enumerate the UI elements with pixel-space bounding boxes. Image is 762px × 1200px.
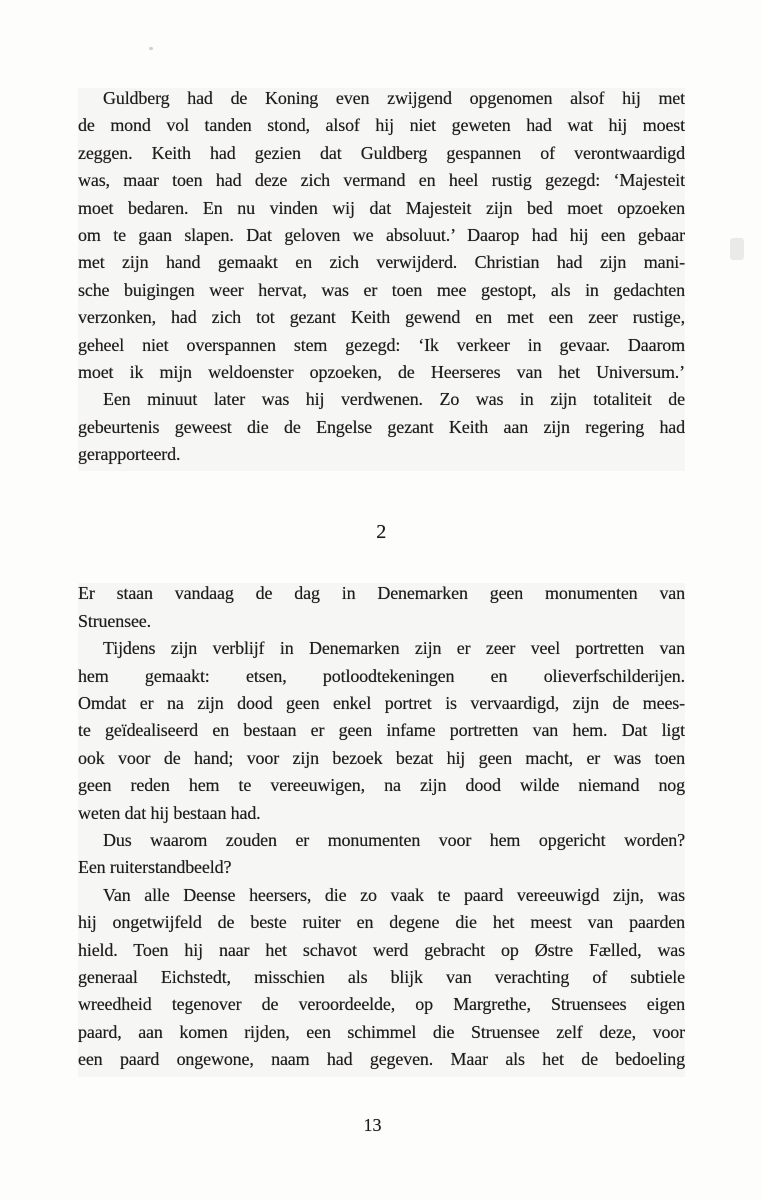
paragraph	[78, 583, 685, 638]
text-line: Guldberg had de Koning even zwijgend opgenomen alsof hij met	[78, 88, 685, 115]
text-line: gerapporteerd.	[78, 444, 685, 471]
paragraph	[78, 638, 685, 830]
text-line: hield. Toen hij naar het schavot werd gebracht op Østre Fælled, was	[78, 940, 685, 967]
text-line: hem gemaakt: etsen, potloodtekeningen en olieverfschilderijen.	[78, 666, 685, 693]
text-line: om te gaan slapen. Dat geloven we absoluut.’ Daarop had hij een gebaar	[78, 225, 685, 252]
text-line: gebeurtenis geweest die de Engelse gezant Keith aan zijn regering had	[78, 417, 685, 444]
paragraph	[78, 830, 685, 885]
text-line: de mond vol tanden stond, alsof hij niet geweten had wat hij moest	[78, 115, 685, 142]
text-line: generaal Eichstedt, misschien als blijk van verachting of subtiele	[78, 967, 685, 994]
text-line: moet bedaren. En nu vinden wij dat Majesteit zijn bed moet opzoeken	[78, 198, 685, 225]
text-line: ook voor de hand; voor zijn bezoek bezat hij geen macht, er was toen	[78, 748, 685, 775]
text-line: Er staan vandaag de dag in Denemarken geen monumenten van	[78, 583, 685, 610]
text-line: Van alle Deense heersers, die zo vaak te paard vereeuwigd zijn, was	[78, 885, 685, 912]
text-line: weten dat hij bestaan had.	[78, 803, 685, 830]
text-line: moet ik mijn weldoenster opzoeken, de Heerseres van het Universum.’	[78, 362, 685, 389]
text-line: te geïdealiseerd en bestaan er geen infame portretten van hem. Dat ligt	[78, 720, 685, 747]
text-line: geen reden hem te vereeuwigen, na zijn dood wilde niemand nog	[78, 775, 685, 802]
text-line: Struensee.	[78, 611, 685, 638]
page-number: 13	[363, 1115, 382, 1135]
paragraph	[78, 88, 685, 389]
text-line: Dus waarom zouden er monumenten voor hem opgericht worden?	[78, 830, 685, 857]
text-line: Omdat er na zijn dood geen enkel portret is vervaardigd, zijn de mees-	[78, 693, 685, 720]
text-line: Tijdens zijn verblijf in Denemarken zijn er zeer veel portretten van	[78, 638, 685, 665]
text-line: hij ongetwijfeld de beste ruiter en degene die het meest van paarden	[78, 912, 685, 939]
section-heading: 2	[376, 521, 387, 544]
text-line: Een minuut later was hij verdwenen. Zo was in zijn totaliteit de	[78, 389, 685, 416]
text-line: geheel niet overspannen stem gezegd: ‘Ik verkeer in gevaar. Daarom	[78, 335, 685, 362]
text-line: zeggen. Keith had gezien dat Guldberg gespannen of verontwaardigd	[78, 143, 685, 170]
text-line: wreedheid tegenover de veroordeelde, op Margrethe, Struensees eigen	[78, 994, 685, 1021]
text-line: een paard ongewone, naam had gegeven. Maar als het de bedoeling	[78, 1049, 685, 1076]
text-line: paard, aan komen rijden, een schimmel die Struensee zelf deze, voor	[78, 1022, 685, 1049]
scan-speck	[149, 47, 153, 50]
text-line: sche buigingen weer hervat, was er toen mee gestopt, als in gedachten	[78, 280, 685, 307]
text-line: was, maar toen had deze zich vermand en heel rustig gezegd: ‘Majesteit	[78, 170, 685, 197]
paragraph	[78, 885, 685, 1077]
scan-smudge	[730, 238, 744, 260]
paragraph	[78, 389, 685, 471]
text-line: verzonken, had zich tot gezant Keith gewend en met een zeer rustige,	[78, 307, 685, 334]
text-line: Een ruiterstandbeeld?	[78, 857, 685, 884]
text-line: met zijn hand gemaakt en zich verwijderd. Christian had zijn mani-	[78, 252, 685, 279]
text-block	[78, 88, 685, 1077]
